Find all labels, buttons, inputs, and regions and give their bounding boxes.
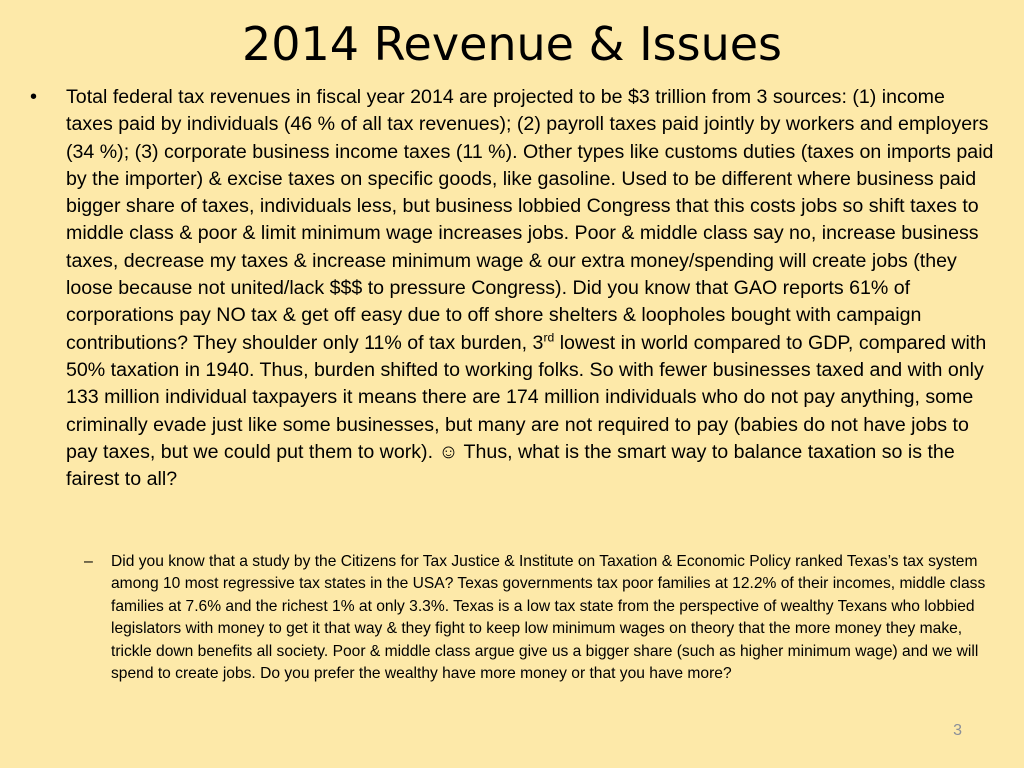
page-number: 3 [953, 722, 962, 739]
slide-title: 2014 Revenue & Issues [241, 17, 783, 71]
main-bullet [30, 84, 1000, 493]
bullet-text-part-2: lowest in world compared to GDP, compared with 50% taxation in 1940. Thus, burden shifted to working folks. So with fewer businesses taxed and with only 133 million individual taxpayers it means there are 174 million individuals who do not pay anything, some criminally evade just like some businesses, but many are not required to pay (babies do not have jobs to pay taxes, but we could put them to work). ☺ Thus, what is the smart way to balance taxation so is the fairest to all? [66, 331, 987, 491]
sub-bullet-text: Did you know that a study by the Citizens for Tax Justice & Institute on Taxation & Economic Policy ranked Texas’s tax system among 10 most regressive tax states in the USA? Texas governments tax poor families at 12.2% of their incomes, middle class families at 7.6% and the richest 1% at only 3.3%. Texas is a low tax state from the perspective of wealthy Texans who lobbied legislators with money to get it that way & they fight to keep low minimum wages on theory that the more money they make, trickle down benefits all society. Poor & middle class argue give us a bigger share (such as higher minimum wage) and we will spend to create jobs. Do you prefer the wealthy have more money or that you have more? [111, 553, 986, 683]
sub-bullet [84, 551, 1000, 685]
bullet-text-part-1: Total federal tax revenues in fiscal year 2014 are projected to be $3 trillion from 3 sources: (1) income taxes paid by individuals (46 % of all tax revenues); (2) payroll taxes paid jointly by workers and employers (34 %); (3) corporate business income taxes (11 %). Other types like customs duties (taxes on imports paid by the importer) & excise taxes on specific goods, like gasoline. Used to be different where business paid bigger share of taxes, individuals less, but business lobbied Congress that this costs jobs so shift taxes to middle class & poor & limit minimum wage increases jobs. Poor & middle class say no, increase business taxes, decrease my taxes & increase minimum wage & our extra money/spending will create jobs (they loose because not united/lack $$$ to pressure Congress). Did you know that GAO reports 61% of corporations pay NO tax & get off easy due to off shore shelters & loopholes bought with campaign contributions? They shoulder only 11% of tax burden, 3 [66, 86, 994, 354]
sub-bullet-marker: – [84, 553, 93, 570]
main-bullet-text [66, 84, 996, 493]
bullet-marker: • [30, 86, 38, 108]
ordinal-superscript: rd [543, 330, 555, 345]
